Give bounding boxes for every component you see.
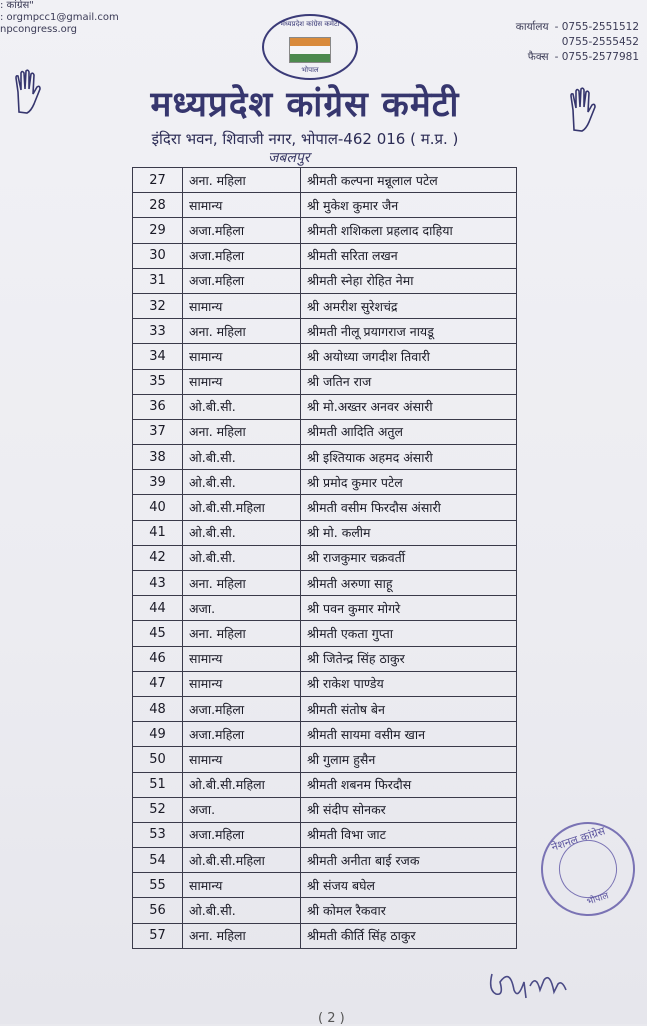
page-number: ( 2 ) bbox=[318, 1011, 345, 1026]
row-name: श्री अमरीश सुरेशचंद्र bbox=[301, 293, 517, 318]
row-category: ओ.बी.सी. bbox=[183, 445, 301, 470]
row-number: 39 bbox=[133, 470, 183, 495]
row-number: 47 bbox=[133, 671, 183, 696]
table-row bbox=[133, 797, 517, 822]
table-row bbox=[133, 293, 517, 318]
table-row bbox=[133, 470, 517, 495]
table-row bbox=[133, 419, 517, 444]
row-number: 29 bbox=[133, 218, 183, 243]
fax-number: - 0755-2577981 bbox=[554, 51, 639, 63]
member-list-table bbox=[132, 167, 517, 949]
row-name: श्रीमती कीर्ति सिंह ठाकुर bbox=[301, 923, 517, 948]
table-row bbox=[133, 873, 517, 898]
row-number: 51 bbox=[133, 772, 183, 797]
row-number: 46 bbox=[133, 646, 183, 671]
row-number: 50 bbox=[133, 747, 183, 772]
row-name: श्री संदीप सोनकर bbox=[301, 797, 517, 822]
stamp-text: नेशनल कांग्रेस bbox=[549, 824, 607, 854]
contact-info-left bbox=[0, 0, 119, 36]
row-category: अना. महिला bbox=[183, 571, 301, 596]
row-name: श्रीमती सायमा वसीम खान bbox=[301, 722, 517, 747]
row-name: श्रीमती नीलू प्रयागराज नायडू bbox=[301, 319, 517, 344]
row-category: अजा.महिला bbox=[183, 722, 301, 747]
row-name: श्री जतिन राज bbox=[301, 369, 517, 394]
table-row bbox=[133, 344, 517, 369]
row-name: श्रीमती एकता गुप्ता bbox=[301, 621, 517, 646]
row-category: सामान्य bbox=[183, 747, 301, 772]
row-category: अना. महिला bbox=[183, 923, 301, 948]
row-name: श्री गुलाम हुसैन bbox=[301, 747, 517, 772]
row-category: सामान्य bbox=[183, 369, 301, 394]
row-name: श्रीमती वसीम फिरदौस अंसारी bbox=[301, 495, 517, 520]
row-number: 45 bbox=[133, 621, 183, 646]
row-name: श्रीमती संतोष बेन bbox=[301, 696, 517, 721]
row-name: श्री राकेश पाण्डेय bbox=[301, 671, 517, 696]
row-name: श्री मो.अख्तर अनवर अंसारी bbox=[301, 394, 517, 419]
row-number: 37 bbox=[133, 419, 183, 444]
row-category: अजा. bbox=[183, 596, 301, 621]
row-number: 28 bbox=[133, 193, 183, 218]
row-name: श्री पवन कुमार मोगरे bbox=[301, 596, 517, 621]
phone-row bbox=[516, 35, 639, 50]
row-number: 52 bbox=[133, 797, 183, 822]
emblem-city-text: भोपाल bbox=[301, 66, 319, 74]
row-category: सामान्य bbox=[183, 193, 301, 218]
email-text: : orgmpcc1@gmail.com bbox=[0, 12, 119, 23]
row-category: ओ.बी.सी. bbox=[183, 520, 301, 545]
website-text: npcongress.org bbox=[0, 24, 78, 35]
row-category: सामान्य bbox=[183, 344, 301, 369]
row-category: सामान्य bbox=[183, 646, 301, 671]
table-row bbox=[133, 772, 517, 797]
row-name: श्रीमती शशिकला प्रहलाद दाहिया bbox=[301, 218, 517, 243]
table-row bbox=[133, 495, 517, 520]
row-number: 41 bbox=[133, 520, 183, 545]
row-category: अजा.महिला bbox=[183, 218, 301, 243]
row-category: अजा.महिला bbox=[183, 243, 301, 268]
row-name: श्रीमती स्नेहा रोहित नेमा bbox=[301, 268, 517, 293]
row-name: श्रीमती विभा जाट bbox=[301, 822, 517, 847]
row-number: 36 bbox=[133, 394, 183, 419]
row-name: श्रीमती अरुणा साहू bbox=[301, 571, 517, 596]
emblem-ring-text: मध्यप्रदेश कांग्रेस कमेटी bbox=[280, 20, 340, 28]
row-category: ओ.बी.सी. bbox=[183, 545, 301, 570]
row-name: श्री मो. कलीम bbox=[301, 520, 517, 545]
fax-row bbox=[516, 50, 639, 65]
contact-info-right bbox=[516, 20, 639, 65]
row-category: ओ.बी.सी. bbox=[183, 470, 301, 495]
row-number: 56 bbox=[133, 898, 183, 923]
row-number: 49 bbox=[133, 722, 183, 747]
table-row bbox=[133, 520, 517, 545]
table-row bbox=[133, 596, 517, 621]
row-name: श्रीमती सरिता लखन bbox=[301, 243, 517, 268]
phone-row bbox=[516, 20, 639, 35]
row-category: सामान्य bbox=[183, 293, 301, 318]
row-name: श्री जितेन्द्र सिंह ठाकुर bbox=[301, 646, 517, 671]
row-name: श्री मुकेश कुमार जैन bbox=[301, 193, 517, 218]
stamp-city: भोपाल bbox=[585, 891, 610, 908]
row-category: अजा. bbox=[183, 797, 301, 822]
table-row bbox=[133, 747, 517, 772]
table-row bbox=[133, 369, 517, 394]
table-row bbox=[133, 445, 517, 470]
table-row bbox=[133, 218, 517, 243]
handwritten-signature bbox=[484, 960, 574, 1010]
row-number: 27 bbox=[133, 168, 183, 193]
table-row bbox=[133, 545, 517, 570]
row-number: 48 bbox=[133, 696, 183, 721]
phone-label: कार्यालय bbox=[515, 21, 549, 33]
row-number: 33 bbox=[133, 319, 183, 344]
table-row bbox=[133, 243, 517, 268]
row-category: सामान्य bbox=[183, 671, 301, 696]
contact-line: : कांग्रेस" bbox=[0, 0, 34, 11]
phone-number: 0755-2555452 bbox=[561, 36, 639, 48]
row-number: 55 bbox=[133, 873, 183, 898]
row-name: श्री संजय बघेल bbox=[301, 873, 517, 898]
table-row bbox=[133, 621, 517, 646]
row-number: 30 bbox=[133, 243, 183, 268]
table-row bbox=[133, 671, 517, 696]
row-name: श्री राजकुमार चक्रवर्ती bbox=[301, 545, 517, 570]
row-category: अना. महिला bbox=[183, 621, 301, 646]
row-category: अजा.महिला bbox=[183, 268, 301, 293]
table-row bbox=[133, 394, 517, 419]
table-row bbox=[133, 571, 517, 596]
table-row bbox=[133, 268, 517, 293]
row-category: ओ.बी.सी.महिला bbox=[183, 772, 301, 797]
party-emblem bbox=[262, 14, 358, 80]
row-name: श्री प्रमोद कुमार पटेल bbox=[301, 470, 517, 495]
row-category: ओ.बी.सी. bbox=[183, 394, 301, 419]
table-row bbox=[133, 923, 517, 948]
row-number: 44 bbox=[133, 596, 183, 621]
row-name: श्री अयोध्या जगदीश तिवारी bbox=[301, 344, 517, 369]
phone-number: - 0755-2551512 bbox=[554, 21, 639, 33]
row-number: 34 bbox=[133, 344, 183, 369]
row-number: 42 bbox=[133, 545, 183, 570]
table-row bbox=[133, 898, 517, 923]
row-category: अजा.महिला bbox=[183, 822, 301, 847]
row-name: श्री कोमल रैकवार bbox=[301, 898, 517, 923]
row-category: अना. महिला bbox=[183, 419, 301, 444]
table-row bbox=[133, 193, 517, 218]
table-row bbox=[133, 168, 517, 193]
row-name: श्रीमती अनीता बाई रजक bbox=[301, 848, 517, 873]
row-number: 31 bbox=[133, 268, 183, 293]
table-row bbox=[133, 848, 517, 873]
row-number: 32 bbox=[133, 293, 183, 318]
row-number: 35 bbox=[133, 369, 183, 394]
flag-icon bbox=[289, 37, 331, 63]
table-row bbox=[133, 319, 517, 344]
row-category: ओ.बी.सी. bbox=[183, 898, 301, 923]
row-category: अना. महिला bbox=[183, 319, 301, 344]
office-stamp bbox=[529, 810, 647, 928]
handwritten-city-note: जबलपुर bbox=[268, 150, 310, 166]
row-number: 43 bbox=[133, 571, 183, 596]
table-row bbox=[133, 822, 517, 847]
row-category: ओ.बी.सी.महिला bbox=[183, 495, 301, 520]
row-name: श्रीमती शबनम फिरदौस bbox=[301, 772, 517, 797]
table-row bbox=[133, 696, 517, 721]
table-row bbox=[133, 722, 517, 747]
table-row bbox=[133, 646, 517, 671]
row-name: श्रीमती आदिति अतुल bbox=[301, 419, 517, 444]
row-name: श्री इश्तियाक अहमद अंसारी bbox=[301, 445, 517, 470]
row-category: अना. महिला bbox=[183, 168, 301, 193]
row-number: 57 bbox=[133, 923, 183, 948]
organization-title: मध्यप्रदेश कांग्रेस कमेटी bbox=[150, 84, 460, 125]
fax-label: फैक्स bbox=[527, 51, 549, 63]
row-number: 38 bbox=[133, 445, 183, 470]
row-number: 54 bbox=[133, 848, 183, 873]
row-category: ओ.बी.सी.महिला bbox=[183, 848, 301, 873]
row-name: श्रीमती कल्पना मन्नूलाल पटेल bbox=[301, 168, 517, 193]
row-category: अजा.महिला bbox=[183, 696, 301, 721]
row-number: 53 bbox=[133, 822, 183, 847]
row-category: सामान्य bbox=[183, 873, 301, 898]
organization-address: इंदिरा भवन, शिवाजी नगर, भोपाल-462 016 ( म.प्र. ) bbox=[151, 130, 459, 148]
row-number: 40 bbox=[133, 495, 183, 520]
